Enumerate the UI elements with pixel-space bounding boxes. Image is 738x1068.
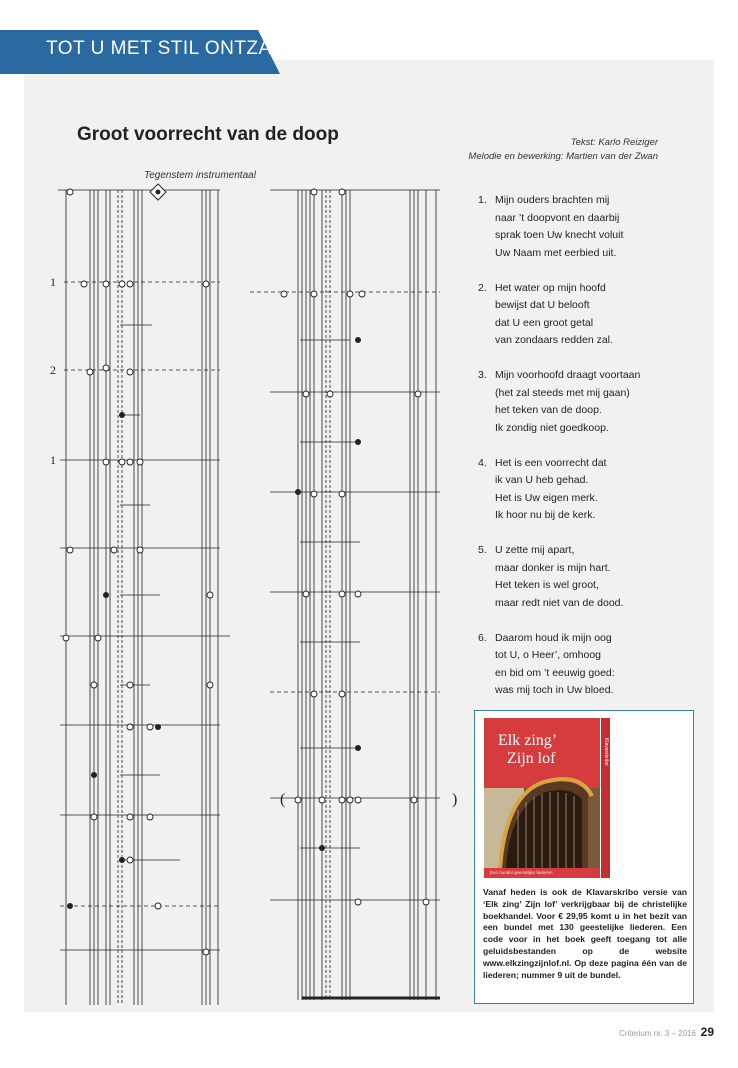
score-markers-left [50,275,56,467]
verse-line: U zette mij apart, [495,544,575,556]
klavarskribo-score [40,180,480,1005]
verse-3 [478,367,708,437]
score-repeat-signs [280,791,457,808]
score-system-left [58,190,230,1005]
repeat-open: ( [280,791,286,808]
book-title-line: Zijn lof [507,750,556,767]
verse-line: naar ’t doopvont en daarbij [495,211,620,224]
verse-number: 5. [478,544,487,556]
verse-number: 4. [478,456,487,469]
verse-2 [478,280,708,350]
book-tagline: Een bundel geestelijke liederen [490,870,553,875]
score-diamond-marker [150,184,166,200]
verse-1 [478,192,708,262]
verse-line: was mij toch in Uw bloed. [495,684,614,696]
verse-number: 6. [478,631,487,644]
verse-line: Uw Naam met eerbied uit. [495,246,617,259]
footer-publication: Criterium nr. 3 – 2016 [619,1029,696,1038]
verse-line: en bid om ’t eeuwig goed: [495,666,615,679]
verse-6 [478,630,708,700]
book-cover-image [484,718,600,878]
book-description: Vanaf heden is ook de Klavarskribo versie van ‘Elk zing’ Zijn lof’ verkrijgbaar bij de christelijke boekhandel. Voor € 29,95 komt u in het bezit van een bundel met 130 geestelijke liederen. Een code voor in het boek geeft toegang tot alle geluidsbestanden op de website www.elkzingzijnlof.nl. Op deze pagina één van de liederen; nummer 9 uit de bundel. [483,887,687,980]
section-title: TOT U MET STIL ONTZAG [46,38,287,59]
verse-line: dat U een groot getal [495,316,594,329]
verse-line: (het zal steeds met mij gaan) [495,386,630,399]
verse-line: van zondaars redden zal. [495,334,613,346]
verse-5 [478,542,708,612]
verse-line: Mijn ouders brachten mij [495,194,610,206]
verse-line: sprak toen Uw knecht voluit [495,229,624,241]
verse-line: Het teken is wel groot, [495,579,599,591]
verse-line: tot U, o Heer’, omhoog [495,649,602,661]
verse-line: maar donker is mijn hart. [495,561,611,574]
repeat-close: ) [452,791,458,808]
verse-line: het teken van de doop. [495,404,602,416]
verse-4 [478,455,708,525]
verse-number: 1. [478,194,487,206]
page-number: 29 [700,1025,714,1039]
verse-line: maar redt niet van de dood. [495,596,624,609]
score-subtitle: Tegenstem instrumentaal [144,170,256,181]
book-spine-label: Klavarskribo [603,738,609,766]
verse-line: Het is een voorrecht dat [495,456,607,469]
article-credits [468,136,658,164]
article-title: Groot voorrecht van de doop [77,124,339,145]
score-filled-notes-left [67,412,161,909]
verse-line: Daarom houd ik mijn oog [495,631,612,644]
score-marker: 2 [50,363,56,377]
lyrics-credit: Tekst: Karlo Reiziger [570,137,658,148]
score-marker: 1 [50,275,56,289]
verse-line: bewijst dat U belooft [495,299,590,311]
verse-line: Het water op mijn hoofd [495,281,606,294]
verse-line: Mijn voorhoofd draagt voortaan [495,369,641,381]
verse-line: Ik zondig niet goedkoop. [495,421,609,434]
book-title-line: Elk zing’ [498,732,558,749]
score-marker: 1 [50,453,56,467]
book-spine [601,718,610,878]
verse-line: Het is Uw eigen merk. [495,491,598,504]
verse-number: 2. [478,281,487,294]
verse-number: 3. [478,369,487,381]
verse-line: Ik hoor nu bij de kerk. [495,509,596,521]
book-title [498,732,557,768]
music-credit: Melodie en bewerking: Martien van der Zwan [468,151,658,162]
verse-list [478,192,708,717]
verse-line: ik van U heb gehad. [495,474,589,486]
book-promo-box [474,710,694,1004]
